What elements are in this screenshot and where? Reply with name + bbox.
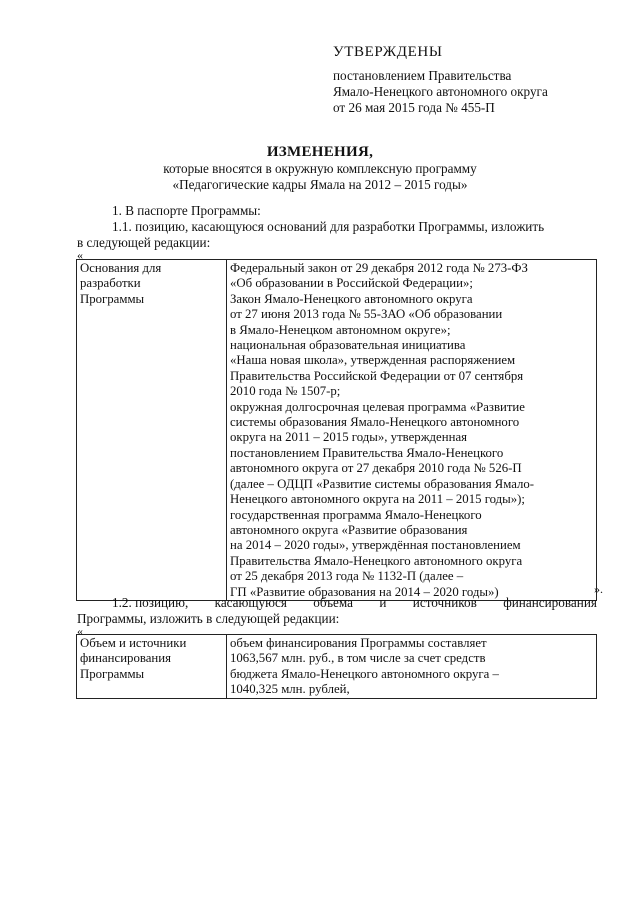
cell-text: 2010 года № 1507-р; [230,384,341,399]
cell-text: Программы [80,291,145,306]
item-1-2-word: касающуюся [214,595,287,610]
cell-text: ГП «Развитие образования на 2014 – 2020 годы») [230,584,499,599]
cell-text: Объем и источники [80,636,187,650]
row-label-cell [77,260,227,601]
item-1-1-text: 1.1. позицию, касающуюся оснований для разработки Программы, изложить [112,219,545,234]
row-content-cell [227,260,597,601]
cell-text: автономного округа от 27 декабря 2010 года № 526-П [230,461,522,476]
table-row [77,635,597,699]
cell-text: национальная образовательная инициатива [230,338,466,353]
cell-text: финансирования [80,651,171,666]
cell-text: «Об образовании в Российской Федерации»; [230,276,473,291]
item-1-2-word: финансирования [503,595,597,610]
cell-text: Программы [80,666,145,681]
cell-text: округа на 2011 – 2015 годы», утвержденная [230,430,468,445]
item-1-1-text-cont: в следующей редакции: [77,235,211,250]
cell-text: от 25 декабря 2013 года № 1132-П (далее – [230,569,464,584]
cell-text: постановлением Правительства Ямало-Ненецкого [230,445,504,460]
cell-text: Закон Ямало-Ненецкого автономного округа [230,291,473,306]
cell-text: (далее – ОДЦП «Развитие системы образования Ямало- [230,476,535,491]
cell-text: Основания для [80,261,162,275]
item-1-2-text [77,595,597,611]
item-1-2-word: и [379,595,387,610]
cell-text: автономного округа «Развитие образования [230,522,468,537]
open-quote: « [77,624,83,638]
open-quote: « [77,248,83,262]
cell-text: в Ямало-Ненецком автономном округе»; [230,322,451,337]
cell-text: окружная долгосрочная целевая программа «Развитие [230,399,525,414]
document-title: ИЗМЕНЕНИЯ, [266,144,374,160]
funding-table [76,634,597,699]
cell-text: 1040,325 млн. рублей, [230,682,350,697]
approval-line: Ямало-Ненецкого автономного округа [333,84,548,99]
item-1-2-word: объема [313,595,354,610]
cell-text: от 27 июня 2013 года № 55-ЗАО «Об образовании [230,307,503,322]
cell-text: Правительства Ямало-Ненецкого автономного округа [230,553,523,568]
cell-text: Правительства Российской Федерации от 07 сентября [230,368,524,383]
document-subtitle: которые вносятся в окружную комплексную программу [163,161,477,176]
approval-title: УТВЕРЖДЕНЫ [333,44,443,60]
basis-table [76,259,597,601]
item-1-2-text-cont: Программы, изложить в следующей редакции: [77,611,340,626]
item-1-2-word: источников [412,595,477,610]
document-subtitle: «Педагогические кадры Ямала на 2012 – 2015 годы» [172,177,468,192]
cell-text: на 2014 – 2020 годы», утверждённая постановлением [230,538,521,553]
approval-line: от 26 мая 2015 года № 455-П [333,100,495,115]
close-quote: ». [594,582,603,596]
table-row [77,260,597,601]
cell-text: бюджета Ямало-Ненецкого автономного округа – [230,666,499,681]
cell-text: государственная программа Ямало-Ненецкого [230,507,482,522]
cell-text: 1063,567 млн. руб., в том числе за счет средств [230,651,486,666]
cell-text: системы образования Ямало-Ненецкого автономного [230,415,520,430]
cell-text: объем финансирования Программы составляет [230,636,487,650]
cell-text: Ненецкого автономного округа на 2011 – 2015 годы»); [230,492,525,507]
section-heading: 1. В паспорте Программы: [112,203,261,218]
row-content-cell [227,635,597,699]
row-label-cell [77,635,227,699]
cell-text: разработки [80,276,141,291]
item-1-2-word: 1.2. позицию, [112,595,189,610]
cell-text: Федеральный закон от 29 декабря 2012 года № 273-ФЗ [230,261,528,275]
cell-text: «Наша новая школа», утвержденная распоряжением [230,353,516,368]
approval-line: постановлением Правительства [333,68,512,83]
